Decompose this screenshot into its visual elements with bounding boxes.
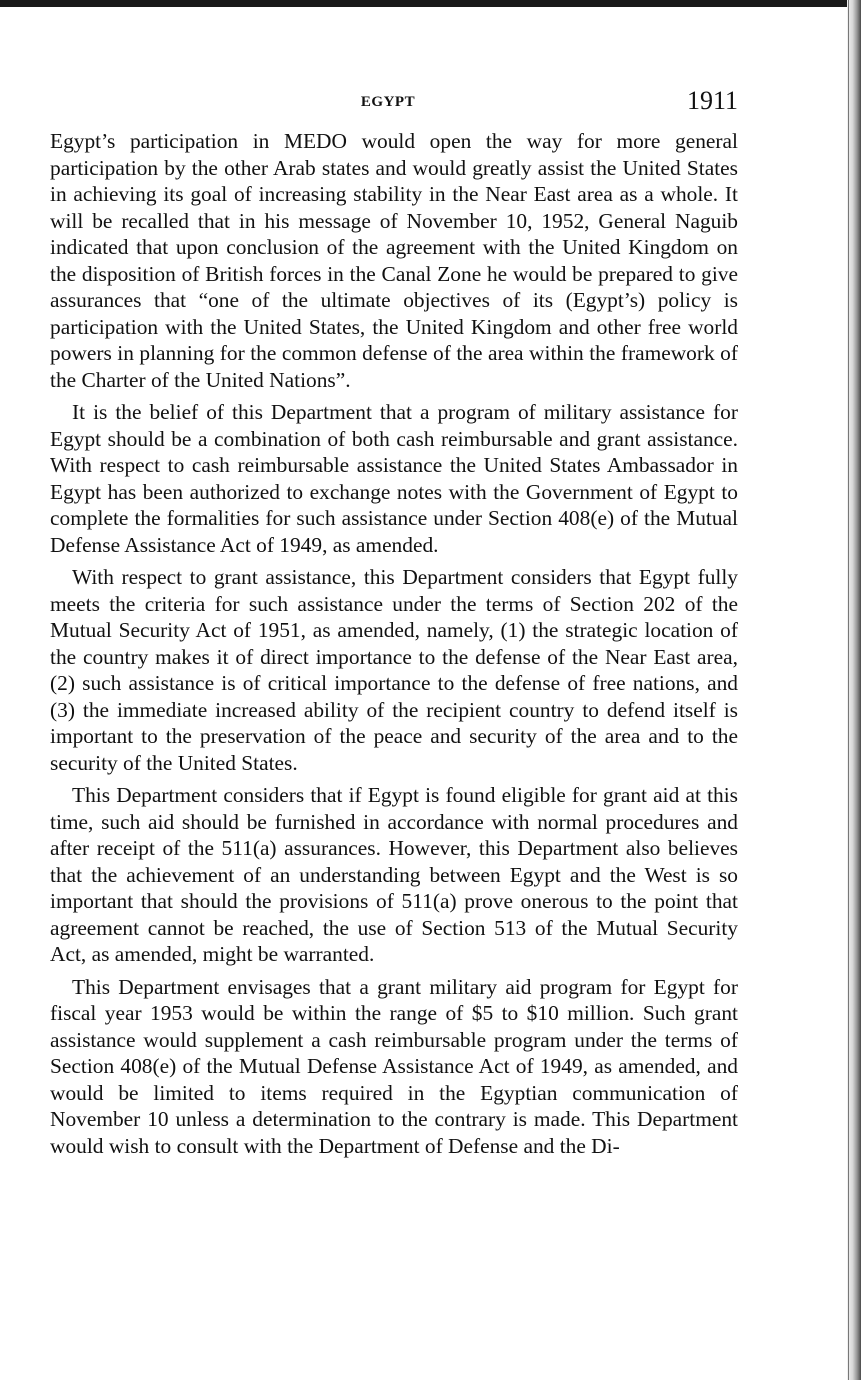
paragraph: Egypt’s participation in MEDO would open the way for more general participation by the other Arab states and would greatly assist the United States in achieving its goal of increasing stability in the Near East area as a whole. It will be recalled that in his message of November 10, 1952, General Naguib indicated that upon conclusion of the agreement with the United Kingdom on the disposition of British forces in the Canal Zone he would be prepared to give assurances that “one of the ultimate objectives of its (Egypt’s) policy is participation with the United States, the United Kingdom and other free world powers in planning for the common defense of the area within the framework of the Charter of the United Nations”. (50, 129, 738, 392)
page-top-edge (0, 0, 861, 7)
paragraph: This Department envisages that a grant military aid program for Egypt for fiscal year 1953 would be within the range of $5 to $10 million. Such grant assistance would supplement a cash reimbursable program under the terms of Section 408(e) of the Mutual Defense Assistance Act of 1949, as amended, and would be limited to items required in the Egyptian communication of November 10 unless a determination to the contrary is made. This Department would wish to consult with the Department of Defense and the Di- (50, 974, 738, 1158)
page-binding-edge (847, 0, 861, 1380)
page-header (50, 86, 740, 120)
paragraph: This Department considers that if Egypt is found eligible for grant aid at this time, such aid should be furnished in accordance with normal procedures and after receipt of the 511(a) assurances. However, this Department also believes that the achievement of an understanding between Egypt and the West is so important that should the provisions of 511(a) prove onerous to the point that agreement cannot be reached, the use of Section 513 of the Mutual Security Act, as amended, might be warranted. (50, 783, 738, 966)
page-binding-line (848, 0, 849, 1380)
paragraph: With respect to grant assistance, this Department considers that Egypt fully meets the criteria for such assistance under the terms of Section 202 of the Mutual Security Act of 1951, as amended, namely, (1) the strategic location of the country makes it of direct importance to the defense of the Near East area, (2) such assistance is of critical importance to the defense of free nations, and (3) the immediate increased ability of the recipient country to defend itself is important to the preservation of the peace and security of the area and to the security of the United States. (50, 565, 738, 775)
running-head: EGYPT (360, 94, 416, 110)
body-text (50, 128, 738, 1165)
page-number: 1911 (686, 86, 738, 115)
paragraph: It is the belief of this Department that a program of military assistance for Egypt should be a combination of both cash reimbursable and grant assistance. With respect to cash reimbursable assistance the United States Ambassador in Egypt has been authorized to exchange notes with the Government of Egypt to complete the formalities for such assistance under Section 408(e) of the Mutual Defense Assistance Act of 1949, as amended. (50, 400, 738, 557)
